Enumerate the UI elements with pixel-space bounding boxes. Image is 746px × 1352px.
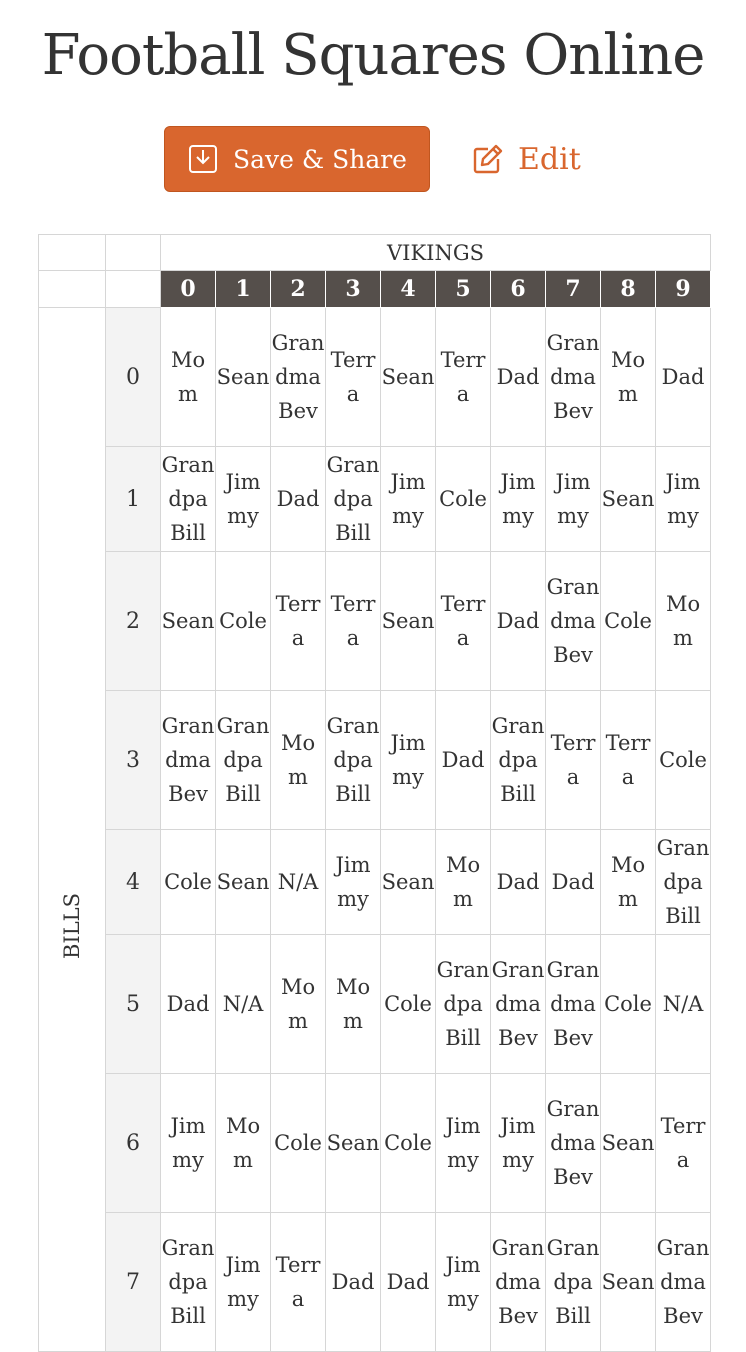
square-cell[interactable]: Cole bbox=[656, 691, 711, 830]
square-cell[interactable]: Grandpa Bill bbox=[546, 1213, 601, 1352]
square-cell[interactable]: Dad bbox=[546, 830, 601, 935]
square-cell[interactable]: Grandma Bev bbox=[161, 691, 216, 830]
square-cell[interactable]: Sean bbox=[601, 1213, 656, 1352]
square-cell[interactable]: Terra bbox=[546, 691, 601, 830]
square-cell[interactable]: Mom bbox=[601, 308, 656, 447]
square-cell[interactable]: Terra bbox=[326, 552, 381, 691]
square-cell[interactable]: Cole bbox=[601, 552, 656, 691]
square-cell[interactable]: Dad bbox=[491, 308, 546, 447]
grid-corner bbox=[106, 271, 161, 308]
table-row bbox=[39, 935, 711, 1074]
square-cell[interactable]: Cole bbox=[436, 447, 491, 552]
column-number: 6 bbox=[491, 271, 546, 308]
square-cell[interactable]: Grandpa Bill bbox=[326, 447, 381, 552]
square-cell[interactable]: Jimmy bbox=[381, 691, 436, 830]
square-cell[interactable]: Jimmy bbox=[326, 830, 381, 935]
square-cell[interactable]: Sean bbox=[161, 552, 216, 691]
square-cell[interactable]: Mom bbox=[271, 691, 326, 830]
square-cell[interactable]: Mom bbox=[436, 830, 491, 935]
square-cell[interactable]: Sean bbox=[326, 1074, 381, 1213]
row-number: 6 bbox=[106, 1074, 161, 1213]
square-cell[interactable]: Grandpa Bill bbox=[161, 447, 216, 552]
square-cell[interactable]: Mom bbox=[161, 308, 216, 447]
square-cell[interactable]: Grandpa Bill bbox=[436, 935, 491, 1074]
table-row bbox=[39, 552, 711, 691]
square-cell[interactable]: Dad bbox=[436, 691, 491, 830]
pencil-icon bbox=[472, 143, 504, 175]
square-cell[interactable]: Grandma Bev bbox=[491, 935, 546, 1074]
square-cell[interactable]: Jimmy bbox=[491, 447, 546, 552]
download-icon bbox=[187, 143, 219, 175]
square-cell[interactable]: Grandma Bev bbox=[546, 308, 601, 447]
square-cell[interactable]: Grandpa Bill bbox=[656, 830, 711, 935]
square-cell[interactable]: Sean bbox=[601, 447, 656, 552]
square-cell[interactable]: Sean bbox=[381, 830, 436, 935]
square-cell[interactable]: Cole bbox=[381, 1074, 436, 1213]
page-title: Football Squares Online bbox=[41, 23, 705, 88]
table-row bbox=[39, 691, 711, 830]
square-cell[interactable]: Cole bbox=[216, 552, 271, 691]
square-cell[interactable]: Dad bbox=[381, 1213, 436, 1352]
edit-label: Edit bbox=[518, 141, 581, 177]
left-team-text: BILLS bbox=[60, 892, 85, 960]
square-cell[interactable]: Dad bbox=[326, 1213, 381, 1352]
square-cell[interactable]: Dad bbox=[491, 830, 546, 935]
row-number: 5 bbox=[106, 935, 161, 1074]
square-cell[interactable]: N/A bbox=[656, 935, 711, 1074]
square-cell[interactable]: Mom bbox=[216, 1074, 271, 1213]
square-cell[interactable]: Grandma Bev bbox=[546, 1074, 601, 1213]
column-number: 4 bbox=[381, 271, 436, 308]
column-number: 7 bbox=[546, 271, 601, 308]
square-cell[interactable]: Mom bbox=[326, 935, 381, 1074]
grid-corner bbox=[39, 271, 106, 308]
square-cell[interactable]: Grandpa Bill bbox=[216, 691, 271, 830]
square-cell[interactable]: Sean bbox=[381, 552, 436, 691]
column-number: 5 bbox=[436, 271, 491, 308]
grid-corner bbox=[39, 235, 106, 271]
square-cell[interactable]: Jimmy bbox=[436, 1213, 491, 1352]
grid-corner bbox=[106, 235, 161, 271]
table-row bbox=[39, 1213, 711, 1352]
column-number: 9 bbox=[656, 271, 711, 308]
square-cell[interactable]: Jimmy bbox=[381, 447, 436, 552]
square-cell[interactable]: Grandma Bev bbox=[546, 935, 601, 1074]
square-cell[interactable]: Dad bbox=[491, 552, 546, 691]
square-cell[interactable]: Grandpa Bill bbox=[326, 691, 381, 830]
square-cell[interactable]: Sean bbox=[601, 1074, 656, 1213]
square-cell[interactable]: Jimmy bbox=[546, 447, 601, 552]
square-cell[interactable]: Mom bbox=[601, 830, 656, 935]
row-number: 3 bbox=[106, 691, 161, 830]
square-cell[interactable]: Cole bbox=[601, 935, 656, 1074]
table-row bbox=[39, 1074, 711, 1213]
square-cell[interactable]: Jimmy bbox=[161, 1074, 216, 1213]
row-number: 4 bbox=[106, 830, 161, 935]
square-cell[interactable]: N/A bbox=[271, 830, 326, 935]
square-cell[interactable]: Mom bbox=[656, 552, 711, 691]
square-cell[interactable]: Terra bbox=[326, 308, 381, 447]
square-cell[interactable]: Terra bbox=[436, 308, 491, 447]
square-cell[interactable]: Terra bbox=[436, 552, 491, 691]
square-cell[interactable]: Grandma Bev bbox=[491, 1213, 546, 1352]
square-cell[interactable]: Jimmy bbox=[656, 447, 711, 552]
squares-grid bbox=[38, 234, 711, 1352]
square-cell[interactable]: Cole bbox=[271, 1074, 326, 1213]
left-team-label bbox=[39, 308, 106, 1352]
square-cell[interactable]: Terra bbox=[656, 1074, 711, 1213]
square-cell[interactable]: Terra bbox=[601, 691, 656, 830]
square-cell[interactable]: Mom bbox=[271, 935, 326, 1074]
square-cell[interactable]: Cole bbox=[381, 935, 436, 1074]
square-cell[interactable]: Sean bbox=[216, 830, 271, 935]
table-row bbox=[39, 447, 711, 552]
row-number: 7 bbox=[106, 1213, 161, 1352]
square-cell[interactable]: Jimmy bbox=[216, 1213, 271, 1352]
save-share-label: Save & Share bbox=[233, 144, 407, 174]
square-cell[interactable]: Grandma Bev bbox=[656, 1213, 711, 1352]
row-number: 2 bbox=[106, 552, 161, 691]
table-row bbox=[39, 308, 711, 447]
row-number: 1 bbox=[106, 447, 161, 552]
square-cell[interactable]: Grandma Bev bbox=[271, 308, 326, 447]
square-cell[interactable]: Sean bbox=[216, 308, 271, 447]
column-number: 8 bbox=[601, 271, 656, 308]
square-cell[interactable]: Terra bbox=[271, 1213, 326, 1352]
table-row bbox=[39, 830, 711, 935]
column-number: 3 bbox=[326, 271, 381, 308]
square-cell[interactable]: N/A bbox=[216, 935, 271, 1074]
square-cell[interactable]: Cole bbox=[161, 830, 216, 935]
square-cell[interactable]: Jimmy bbox=[216, 447, 271, 552]
row-number: 0 bbox=[106, 308, 161, 447]
square-cell[interactable]: Dad bbox=[161, 935, 216, 1074]
square-cell[interactable]: Grandma Bev bbox=[546, 552, 601, 691]
square-cell[interactable]: Sean bbox=[381, 308, 436, 447]
column-number: 2 bbox=[271, 271, 326, 308]
edit-link[interactable] bbox=[472, 126, 581, 192]
column-number: 1 bbox=[216, 271, 271, 308]
action-bar bbox=[0, 126, 746, 194]
save-share-button[interactable] bbox=[164, 126, 430, 192]
square-cell[interactable]: Dad bbox=[271, 447, 326, 552]
square-cell[interactable]: Jimmy bbox=[436, 1074, 491, 1213]
square-cell[interactable]: Grandpa Bill bbox=[491, 691, 546, 830]
column-number: 0 bbox=[161, 271, 216, 308]
square-cell[interactable]: Jimmy bbox=[491, 1074, 546, 1213]
square-cell[interactable]: Terra bbox=[271, 552, 326, 691]
square-cell[interactable]: Dad bbox=[656, 308, 711, 447]
square-cell[interactable]: Grandpa Bill bbox=[161, 1213, 216, 1352]
top-team-label: VIKINGS bbox=[161, 235, 711, 271]
